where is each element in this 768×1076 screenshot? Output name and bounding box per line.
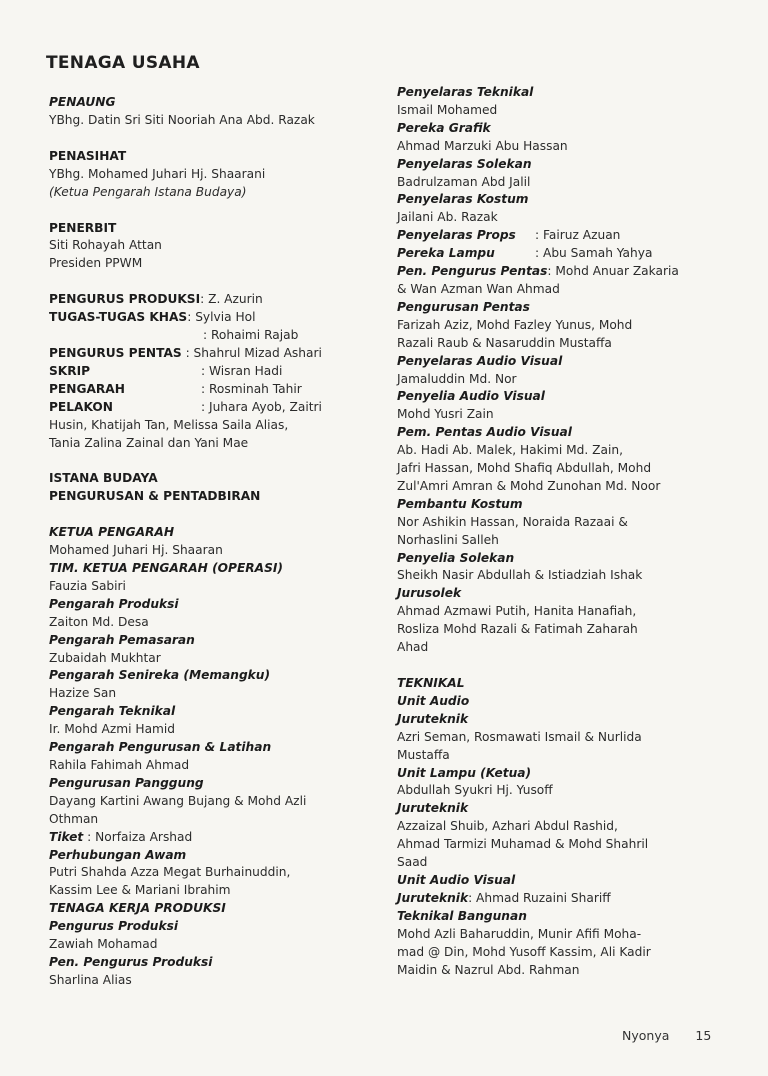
penyelia-audio-visual-value: Mohd Yusri Zain <box>397 407 494 422</box>
pereka-lampu-heading: Pereka Lampu <box>397 246 495 261</box>
penyelia-solekan-value: Sheikh Nasir Abdullah & Istiadziah Ishak <box>397 568 643 583</box>
unit-audio-juruteknik-value: Azri Seman, Rosmawati Ismail & Nurlida <box>397 729 642 744</box>
unit-lampu-value: Abdullah Syukri Hj. Yusoff <box>397 783 553 798</box>
teknikal-bangunan-value-3: Maidin & Nazrul Abd. Rahman <box>397 962 580 977</box>
unit-audio-visual-heading: Unit Audio Visual <box>397 872 516 887</box>
jurusolek-heading: Jurusolek <box>397 586 462 601</box>
pengarah-pengurusan-latihan-value: Rahila Fahimah Ahmad <box>49 758 190 772</box>
penyelaras-kostum-value: Jailani Ab. Razak <box>397 210 498 225</box>
unit-lampu-juruteknik-value-3: Saad <box>397 855 428 870</box>
unit-audio-visual-juruteknik-value: : Ahmad Ruzaini Shariff <box>468 890 611 905</box>
penerbit-heading: PENERBIT <box>49 220 117 235</box>
pem-pentas-audio-visual-value: Ab. Hadi Ab. Malek, Hakimi Md. Zain, <box>397 443 623 458</box>
penyelaras-props-value: : Fairuz Azuan <box>535 228 621 243</box>
pengurusan-panggung-heading: Pengurusan Panggung <box>49 775 204 790</box>
teknikal-heading: TEKNIKAL <box>397 676 465 690</box>
pengarah-senireka-value: Hazize San <box>49 686 117 701</box>
pengarah-produksi-value: Zaiton Md. Desa <box>49 614 149 629</box>
teknikal-bangunan-value-2: mad @ Din, Mohd Yusoff Kassim, Ali Kadir <box>397 944 651 959</box>
pelakon-value-2: Husin, Khatijah Tan, Melissa Saila Alias, <box>49 417 289 432</box>
pengurus-produksi-heading: PENGURUS PRODUKSI <box>49 292 201 307</box>
pengarah-teknikal-value: Ir. Mohd Azmi Hamid <box>49 722 176 737</box>
perhubungan-awam-value-2: Kassim Lee & Mariani Ibrahim <box>49 883 231 898</box>
pengarah-pemasaran-value: Zubaidah Mukhtar <box>49 650 161 665</box>
pelakon-value-3: Tania Zalina Zainal dan Yani Mae <box>49 435 249 450</box>
tim-ketua-pengarah-heading: TIM. KETUA PENGARAH (OPERASI) <box>49 561 283 576</box>
penerbit-role: Presiden PPWM <box>49 256 143 271</box>
pen-pengurus-produksi-value: Sharlina Alias <box>49 972 132 987</box>
pen-pengurus-pentas-value: : Mohd Anuar Zakaria <box>547 264 679 279</box>
pembantu-kostum-value-2: Norhaslini Salleh <box>397 532 499 547</box>
tiket-value: : Norfaiza Arshad <box>87 829 193 844</box>
perhubungan-awam-value: Putri Shahda Azza Megat Burhainuddin, <box>49 865 291 880</box>
unit-audio-juruteknik-value-2: Mustaffa <box>397 747 450 762</box>
teknikal-bangunan-value: Mohd Azli Baharuddin, Munir Afifi Moha- <box>397 926 642 941</box>
pengurus-produksi-value: : Z. Azurin <box>200 292 263 307</box>
teknikal-bangunan-heading: Teknikal Bangunan <box>397 908 527 923</box>
pengurusan-pentadbiran-heading: PENGURUSAN & PENTADBIRAN <box>49 489 261 504</box>
penyelaras-teknikal-value: Ismail Mohamed <box>397 102 498 117</box>
tiket-heading: Tiket <box>49 829 84 844</box>
pengarah-senireka-heading: Pengarah Senireka (Memangku) <box>49 668 271 683</box>
pengarah-produksi-heading: Pengarah Produksi <box>49 596 179 611</box>
pengurusan-pentas-value: Farizah Aziz, Mohd Fazley Yunus, Mohd <box>397 317 633 332</box>
penyelaras-teknikal-heading: Penyelaras Teknikal <box>397 85 534 99</box>
skrip-heading: SKRIP <box>49 363 91 378</box>
tugas-khas-value: : Sylvia Hol <box>187 310 256 325</box>
pem-pentas-audio-visual-value-2: Jafri Hassan, Mohd Shafiq Abdullah, Mohd <box>397 461 652 476</box>
unit-audio-heading: Unit Audio <box>397 693 470 708</box>
pengurusan-panggung-value-2: Othman <box>49 811 99 826</box>
pen-pengurus-produksi-heading: Pen. Pengurus Produksi <box>49 954 213 969</box>
jurusolek-value-3: Ahad <box>397 640 429 655</box>
penyelia-solekan-heading: Penyelia Solekan <box>397 550 515 565</box>
pelakon-value: : Juhara Ayob, Zaitri <box>201 399 322 414</box>
skrip-value: : Wisran Hadi <box>201 363 283 378</box>
penyelaras-solekan-value: Badrulzaman Abd Jalil <box>397 174 531 189</box>
pengarah-heading: PENGARAH <box>49 381 125 396</box>
tenaga-kerja-produksi-heading: TENAGA KERJA PRODUKSI <box>49 901 226 916</box>
unit-lampu-juruteknik-heading: Juruteknik <box>397 801 469 816</box>
ketua-pengarah-heading: KETUA PENGARAH <box>49 525 175 540</box>
pereka-lampu-value: : Abu Samah Yahya <box>535 246 653 261</box>
unit-audio-juruteknik-heading: Juruteknik <box>397 711 469 726</box>
pembantu-kostum-heading: Pembantu Kostum <box>397 496 523 511</box>
pengurus-produksi-2-value: Zawiah Mohamad <box>49 937 158 952</box>
pembantu-kostum-value: Nor Ashikin Hassan, Noraida Razaai & <box>397 514 628 529</box>
pereka-grafik-heading: Pereka Grafik <box>397 120 491 135</box>
penyelaras-audio-visual-heading: Penyelaras Audio Visual <box>397 353 563 368</box>
pen-pengurus-pentas-heading: Pen. Pengurus Pentas <box>397 264 548 279</box>
penasihat-heading: PENASIHAT <box>49 148 127 163</box>
unit-audio-visual-juruteknik-heading: Juruteknik <box>397 890 469 905</box>
unit-lampu-juruteknik-value-2: Ahmad Tarmizi Muhamad & Mohd Shahril <box>397 837 649 852</box>
tugas-khas-value-2: : Rohaimi Rajab <box>203 328 299 343</box>
pengurusan-pentas-value-2: Razali Raub & Nasaruddin Mustaffa <box>397 335 612 350</box>
pem-pentas-audio-visual-heading: Pem. Pentas Audio Visual <box>397 425 572 440</box>
perhubungan-awam-heading: Perhubungan Awam <box>49 847 187 862</box>
pengurus-pentas-value: : Shahrul Mizad Ashari <box>185 345 322 360</box>
penyelaras-props-heading: Penyelaras Props <box>397 228 516 243</box>
page-number: 15 <box>695 1028 712 1043</box>
pengarah-value: : Rosminah Tahir <box>201 381 302 396</box>
pengarah-teknikal-heading: Pengarah Teknikal <box>49 704 176 719</box>
tim-ketua-pengarah-value: Fauzia Sabiri <box>49 578 126 593</box>
penyelaras-audio-visual-value: Jamaluddin Md. Nor <box>397 371 517 386</box>
penasihat-role: (Ketua Pengarah Istana Budaya) <box>49 184 247 199</box>
jurusolek-value-2: Rosliza Mohd Razali & Fatimah Zaharah <box>397 622 638 637</box>
pengurus-pentas-heading: PENGURUS PENTAS <box>49 345 182 360</box>
pelakon-heading: PELAKON <box>49 399 113 414</box>
pengarah-pemasaran-heading: Pengarah Pemasaran <box>49 632 195 647</box>
pem-pentas-audio-visual-value-3: Zul'Amri Amran & Mohd Zunohan Md. Noor <box>397 478 661 493</box>
tugas-khas-heading: TUGAS-TUGAS KHAS <box>49 310 188 325</box>
footer-title: Nyonya <box>622 1028 670 1043</box>
page-title: TENAGA USAHA <box>46 53 200 73</box>
pereka-grafik-value: Ahmad Marzuki Abu Hassan <box>397 138 568 153</box>
penerbit-value: Siti Rohayah Attan <box>49 238 162 253</box>
penyelia-audio-visual-heading: Penyelia Audio Visual <box>397 389 545 404</box>
pen-pengurus-pentas-value-2: & Wan Azman Wan Ahmad <box>397 281 560 296</box>
jurusolek-value: Ahmad Azmawi Putih, Hanita Hanafiah, <box>397 604 637 619</box>
unit-lampu-heading: Unit Lampu (Ketua) <box>397 765 532 780</box>
ketua-pengarah-value: Mohamed Juhari Hj. Shaaran <box>49 543 223 558</box>
istana-budaya-heading: ISTANA BUDAYA <box>49 471 158 486</box>
left-column <box>49 94 361 990</box>
penaung-value: YBhg. Datin Sri Siti Nooriah Ana Abd. Razak <box>49 112 315 127</box>
pengarah-pengurusan-latihan-heading: Pengarah Pengurusan & Latihan <box>49 740 272 755</box>
pengurusan-panggung-value: Dayang Kartini Awang Bujang & Mohd Azli <box>49 793 307 808</box>
penasihat-value: YBhg. Mohamed Juhari Hj. Shaarani <box>49 166 266 181</box>
penyelaras-solekan-heading: Penyelaras Solekan <box>397 156 532 171</box>
unit-lampu-juruteknik-value: Azzaizal Shuib, Azhari Abdul Rashid, <box>397 819 618 834</box>
penyelaras-kostum-heading: Penyelaras Kostum <box>397 192 529 207</box>
penaung-heading: PENAUNG <box>49 95 116 109</box>
right-column <box>397 84 723 979</box>
page-footer <box>622 1028 711 1043</box>
pengurusan-pentas-heading: Pengurusan Pentas <box>397 299 530 314</box>
pengurus-produksi-2-heading: Pengurus Produksi <box>49 919 179 934</box>
